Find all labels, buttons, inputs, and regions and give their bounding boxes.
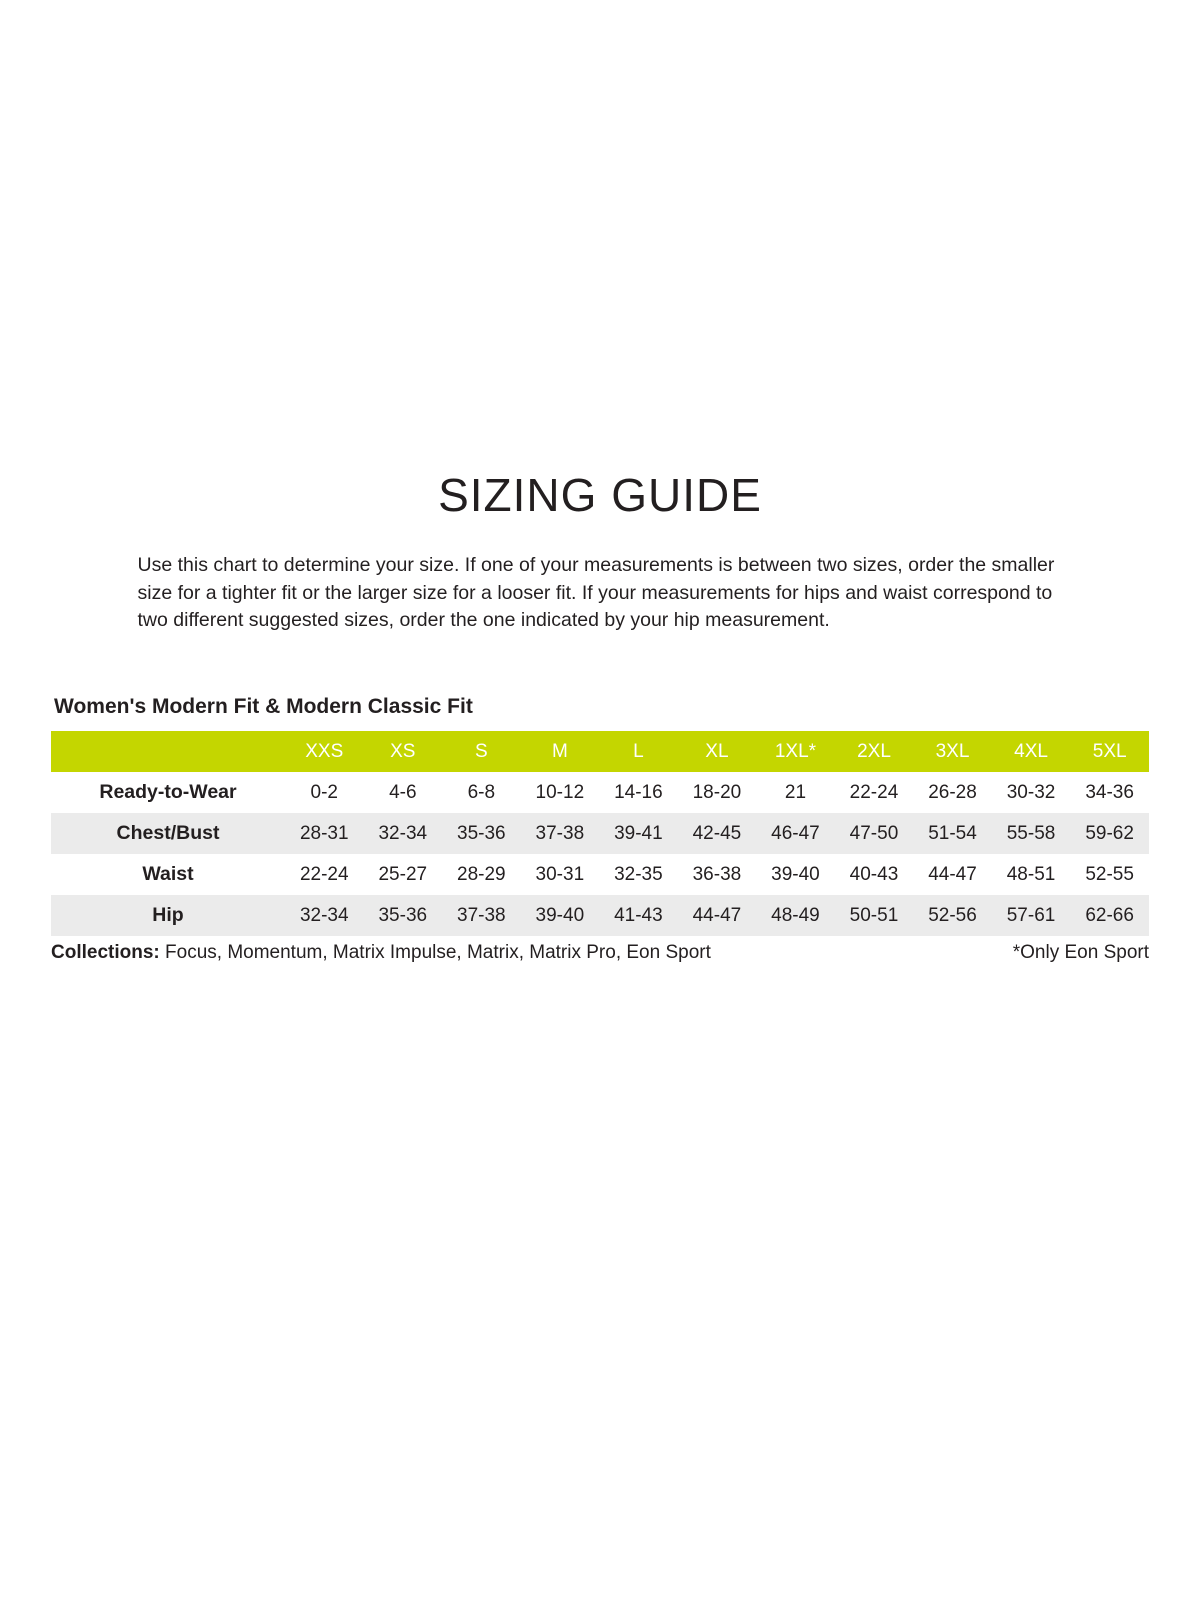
size-column-header: XL <box>705 740 729 762</box>
size-cell: 51-54 <box>928 822 977 844</box>
size-cell: 46-47 <box>771 822 820 844</box>
size-cell: 57-61 <box>1006 904 1056 926</box>
size-cell: 47-50 <box>849 822 899 844</box>
size-header-row <box>51 731 1149 772</box>
size-cell: 52-55 <box>1085 863 1134 885</box>
size-cell: 4-6 <box>389 781 417 803</box>
size-cell: 34-36 <box>1085 781 1134 803</box>
size-cell: 37-38 <box>535 822 585 844</box>
row-label: Hip <box>152 904 184 927</box>
size-cell: 0-2 <box>310 781 338 803</box>
size-column-header: L <box>633 740 644 762</box>
size-cell: 22-24 <box>299 863 349 885</box>
size-cell: 36-38 <box>692 863 742 885</box>
size-column-header: S <box>474 740 488 762</box>
size-cell: 32-34 <box>378 822 428 844</box>
size-cell: 22-24 <box>849 781 899 803</box>
page-title: SIZING GUIDE <box>438 469 762 521</box>
size-cell: 30-31 <box>535 863 585 885</box>
section-title: Women's Modern Fit & Modern Classic Fit <box>54 695 473 719</box>
size-table-header <box>51 731 1149 772</box>
size-table <box>51 731 1149 936</box>
size-table-wrap <box>51 731 1149 936</box>
size-column-header: 4XL <box>1014 740 1048 762</box>
size-cell: 41-43 <box>614 904 663 926</box>
size-column-header: M <box>551 740 568 762</box>
collections-list-text: Focus, Momentum, Matrix Impulse, Matrix, Matrix Pro, Eon Sport <box>165 942 711 964</box>
size-cell: 26-28 <box>928 781 977 803</box>
size-cell: 14-16 <box>614 781 663 803</box>
size-cell: 40-43 <box>849 863 899 885</box>
size-cell: 44-47 <box>692 904 742 926</box>
collections-label: Collections: <box>51 942 160 964</box>
size-cell: 39-40 <box>771 863 820 885</box>
size-column-header: 5XL <box>1092 740 1127 762</box>
size-cell: 48-51 <box>1006 863 1056 885</box>
size-cell: 50-51 <box>849 904 899 926</box>
table-footer <box>51 942 1149 964</box>
size-cell: 21 <box>784 781 807 803</box>
size-cell: 42-45 <box>692 822 742 844</box>
size-cell: 35-36 <box>457 822 506 844</box>
size-cell: 18-20 <box>692 781 742 803</box>
size-column-header: 3XL <box>935 740 970 762</box>
size-cell: 37-38 <box>457 904 506 926</box>
size-cell: 10-12 <box>535 781 585 803</box>
size-cell: 28-29 <box>457 863 506 885</box>
size-cell: 39-40 <box>535 904 585 926</box>
footnote: *Only Eon Sport <box>1012 942 1149 964</box>
size-cell: 52-56 <box>928 904 977 926</box>
table-row <box>51 772 1149 813</box>
size-column-header: XS <box>390 740 416 762</box>
size-table-body <box>51 772 1149 936</box>
table-row <box>51 813 1149 854</box>
size-cell: 32-35 <box>614 863 663 885</box>
size-cell: 44-47 <box>928 863 977 885</box>
size-cell: 35-36 <box>378 904 428 926</box>
size-cell: 32-34 <box>299 904 349 926</box>
intro-paragraph: Use this chart to determine your size. If one of your measurements is between two sizes, order the smaller size for a tighter fit or the larger size for a looser fit. If your measurements for hips and waist correspond to two different suggested sizes, order the one indicated by your hip measurement. <box>137 554 1055 632</box>
collections-line <box>51 942 711 964</box>
size-column-header: 2XL <box>857 740 891 762</box>
size-cell: 59-62 <box>1085 822 1134 844</box>
size-cell: 55-58 <box>1006 822 1056 844</box>
size-cell: 39-41 <box>614 822 663 844</box>
row-label: Ready-to-Wear <box>99 781 237 804</box>
row-label: Chest/Bust <box>116 822 220 845</box>
size-column-header: XXS <box>305 740 344 762</box>
size-cell: 48-49 <box>771 904 820 926</box>
row-label-header-cell <box>51 731 285 772</box>
size-cell: 28-31 <box>299 822 349 844</box>
table-row <box>51 854 1149 895</box>
size-cell: 30-32 <box>1006 781 1056 803</box>
size-cell: 25-27 <box>378 863 428 885</box>
size-cell: 62-66 <box>1085 904 1134 926</box>
table-row <box>51 895 1149 936</box>
row-label: Waist <box>142 863 194 886</box>
size-column-header: 1XL* <box>774 740 817 762</box>
size-cell: 6-8 <box>467 781 496 803</box>
